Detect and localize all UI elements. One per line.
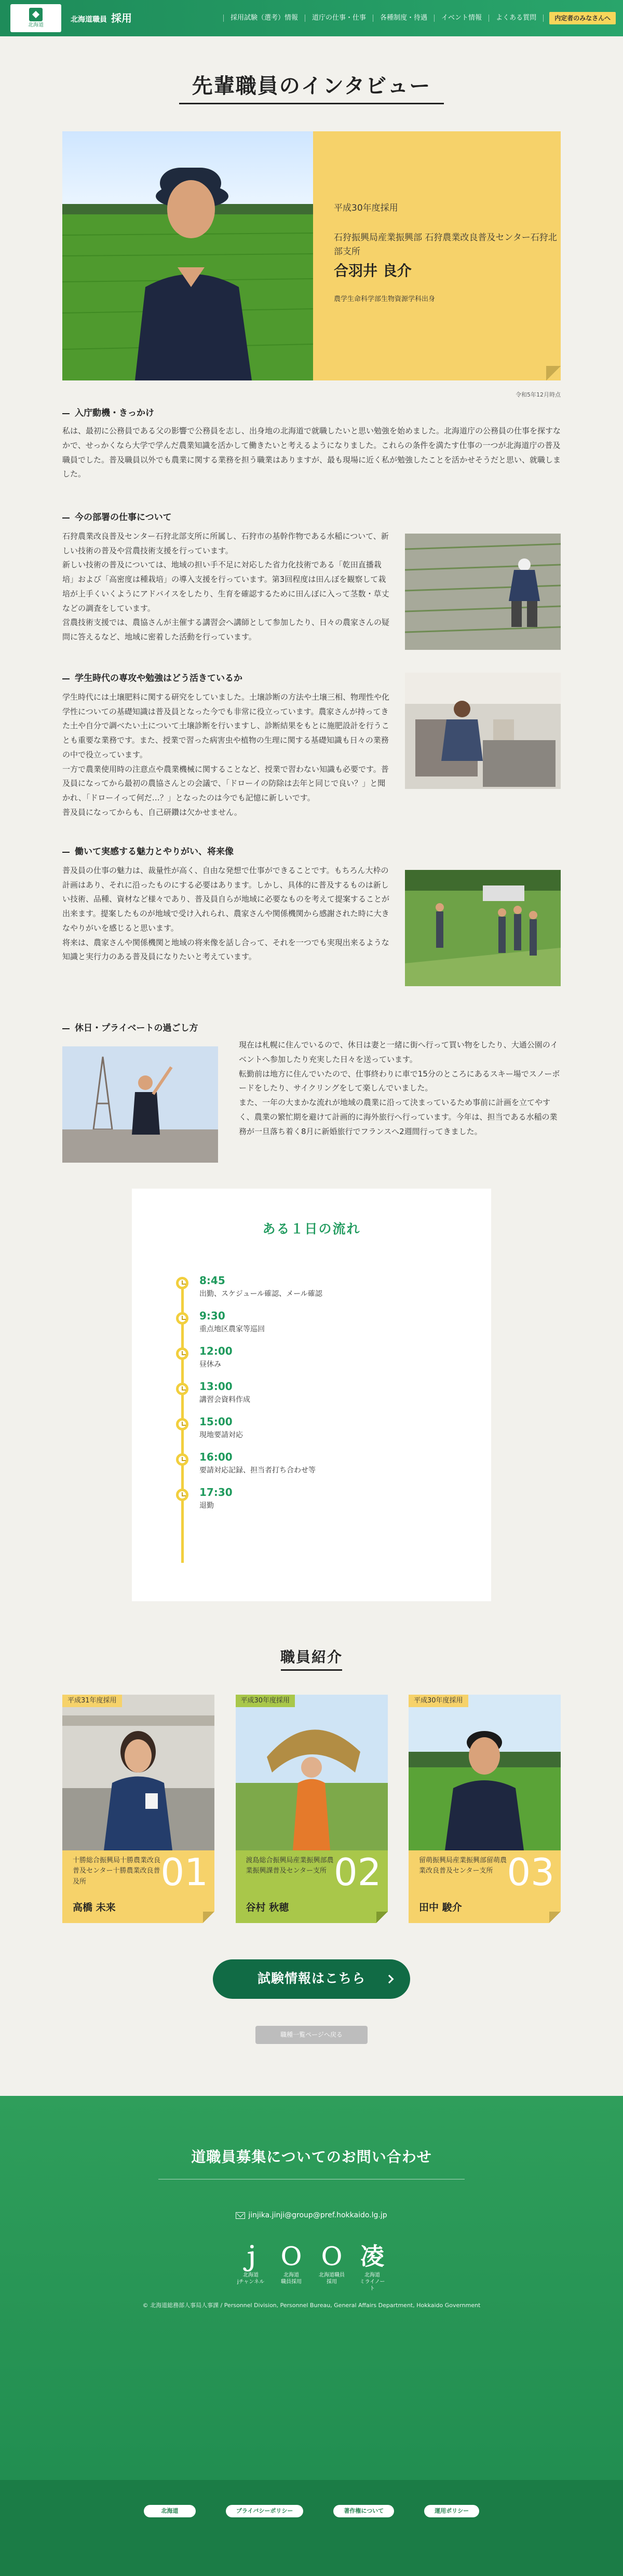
qa-text: 普及員の仕事の魅力は、裁量性が高く、自由な発想で仕事ができることです。もちろん大枠の計画はあり、それに沿ったものにする必要はあります。しかし、具体的に普及するものは新しい技術、品種、資材など様々であり、普及員自らが地域に必要なものを考えて提案することが出来ます。提案したものが地域で受け入れられ、農家さんや関係機関から感謝された時に大きなやりがいを感じると思います。 将来は、農家さんや関係機関と地域の将来像を話し合って、それを一つでも実現出来るような知識と実行力のある普及員になりたいと考えています。 — [62, 865, 390, 962]
site-header — [0, 0, 623, 36]
nav-exam-info[interactable]: 採用試験（選考）情報 — [223, 15, 305, 22]
nav-events[interactable]: イベント情報 — [434, 15, 489, 22]
qa-section-appeal — [62, 846, 561, 1017]
date-note: 令和5年12月時点 — [516, 391, 561, 398]
sns-label: 北海道 職員採用 — [281, 2272, 302, 2285]
timeline-time: 16:00 — [199, 1451, 233, 1464]
footer-link-copyright[interactable]: 著作権について — [333, 2505, 394, 2517]
staff-dept: 留萌振興局産業振興部留萌農業改良普及センター支所 — [419, 1856, 507, 1875]
site-title-small: 北海道職員 — [71, 15, 107, 24]
corner-fold — [203, 1912, 214, 1923]
hero-department: 石狩振興局産業振興部 石狩農業改良普及センター石狩北部支所 — [334, 233, 557, 257]
back-to-list-button[interactable]: 職種一覧ページへ戻る — [255, 2026, 368, 2044]
staff-name: 谷村 秋穂 — [246, 1901, 289, 1913]
title-underline — [179, 103, 444, 104]
footer-bar — [0, 2480, 623, 2576]
field-visit-photo — [405, 870, 561, 986]
corner-fold — [376, 1912, 388, 1923]
qa-heading: 働いて実感する魅力とやりがい、将来像 — [62, 846, 561, 858]
footer-links — [0, 2480, 623, 2517]
copyright: © 北海道総務部人事局人事課 / Personnel Division, Personnel Bureau, General Affairs Department, Hokkaido Government — [142, 2302, 481, 2309]
qa-section-holiday — [62, 1023, 561, 1152]
day-flow-title: ある１日の流れ — [262, 1221, 361, 1237]
staff-underline — [281, 1669, 342, 1671]
page-title: 先輩職員のインタビュー — [192, 74, 431, 98]
sns-x-link[interactable] — [317, 2241, 346, 2292]
hero-name: 合羽井 良介 — [334, 262, 412, 280]
qa-section-motive — [62, 407, 561, 482]
staff-grid — [62, 1695, 561, 1923]
naitei-button[interactable]: 内定者のみなさんへ — [549, 12, 616, 24]
sns-label: 北海道 jチャンネル — [237, 2272, 265, 2285]
qa-heading: 休日・プライベートの過ごし方 — [62, 1023, 561, 1035]
timeline-time: 15:00 — [199, 1415, 233, 1428]
staff-title-wrap — [0, 1648, 623, 1670]
contact-title: 道職員募集についてのお問い合わせ — [191, 2148, 432, 2165]
staff-number: 01 — [160, 1850, 208, 1894]
clock-icon — [176, 1453, 188, 1466]
staff-number: 03 — [507, 1850, 554, 1894]
clock-icon — [176, 1347, 188, 1360]
x-icon: Ｏ — [320, 2242, 344, 2271]
j-channel-icon: ｊ — [239, 2242, 263, 2271]
contact-email-row — [0, 2211, 623, 2220]
exam-info-label: 試験情報はこちら — [257, 1971, 365, 1986]
staff-number: 02 — [333, 1850, 382, 1894]
staff-name: 田中 駿介 — [419, 1901, 462, 1913]
staff-card[interactable] — [409, 1695, 561, 1923]
mirai-note-icon: 凌 — [360, 2242, 384, 2271]
qa-text: 石狩農業改良普及センター石狩北部支所に所属し、石狩市の基幹作物である水稲について、新しい技術の普及や営農技術支援を行っています。 新しい技術の普及については、地域の担い手不足に対応した省力化技術である「乾田直播栽培」および「高密度は種栽培」の導入支援を行っています。第3回程度は田んぼを観察して栽培が上手くいくようにアドバイスをしたり、生育を確認するために田んぼに入って茎数・草丈などの調査をしています。 営農技術支援では、農協さんが主催する講習会へ講師として参加したり、日々の農家さんの疑問に答えるなど、地域に密着した活動を行っています。 — [62, 531, 390, 642]
staff-body — [236, 1850, 388, 1923]
staff-photo — [409, 1695, 561, 1850]
interview-hero — [62, 131, 561, 380]
page-title-wrap — [0, 36, 623, 104]
staff-card[interactable] — [62, 1695, 214, 1923]
clock-icon — [176, 1418, 188, 1430]
footer-link-policy[interactable]: 運用ポリシー — [424, 2505, 479, 2517]
qa-heading: 入庁動機・きっかけ — [62, 407, 561, 420]
site-title[interactable] — [71, 9, 132, 28]
staff-body — [409, 1850, 561, 1923]
staff-title: 職員紹介 — [280, 1648, 343, 1666]
contact-email[interactable]: jinjika.jinji@group@pref.hokkaido.lg.jp — [248, 2211, 387, 2219]
mail-icon — [236, 2212, 245, 2219]
day-flow-card — [132, 1189, 491, 1601]
logo-caption: 北海道 — [28, 22, 44, 28]
staff-photo — [236, 1695, 388, 1850]
staff-body — [62, 1850, 214, 1923]
corner-fold — [549, 1912, 561, 1923]
footer-link-hokkaido[interactable]: 北海道 — [144, 2505, 196, 2517]
staff-year-tag: 平成31年度採用 — [62, 1695, 122, 1707]
qa-section-current-work — [62, 512, 561, 647]
timeline-desc: 出勤、スケジュール確認、メール確認 — [199, 1290, 322, 1299]
hero-school: 農学生命科学部生物資源学科出身 — [334, 295, 436, 304]
clock-icon — [176, 1312, 188, 1325]
hero-info — [313, 131, 561, 380]
sns-mirai-note-link[interactable] — [358, 2241, 387, 2292]
timeline-time: 12:00 — [199, 1345, 233, 1358]
qa-section-studies — [62, 673, 561, 844]
exam-info-button[interactable] — [213, 1959, 410, 1999]
clock-icon — [176, 1277, 188, 1289]
sns-label: 北海道職員 採用 — [319, 2272, 345, 2285]
staff-dept: 渡島総合振興局産業振興部農業振興課普及センター支所 — [246, 1856, 334, 1875]
timeline-desc: 退勤 — [199, 1502, 214, 1510]
site-footer — [0, 2096, 623, 2576]
staff-dept: 十勝総合振興局十勝農業改良普及センター十勝農業改良普及所 — [73, 1856, 161, 1886]
qa-text: 現在は札幌に住んでいるので、休日は妻と一緒に街へ行って買い物をしたり、大通公園のイベントへ参加したり充実した日々を送っています。 転勤前は地方に住んでいたので、仕事終わりに車で15分のところにあるスキー場でスノーボードをしたり、サイクリングをして楽しんでいました。 また、一年の大まかな流れが地域の農業に沿って決まっているため事前に計画を立てやすく、農業の繁忙期を避けて計画的に海外旅行へ行っています。今年は、担当である水稲の業務が一旦落ち着く8月に新婚旅行でフランスへ2週間行ってきました。 — [239, 1040, 560, 1136]
timeline-desc: 重点地区農家等巡回 — [199, 1325, 265, 1334]
staff-year-tag: 平成30年度採用 — [409, 1695, 468, 1707]
clock-icon — [176, 1489, 188, 1501]
staff-photo — [62, 1695, 214, 1850]
qa-heading: 今の部署の仕事について — [62, 512, 561, 524]
nav-work[interactable]: 道庁の仕事・仕事 — [305, 15, 373, 22]
nav-faq[interactable]: よくある質問 — [489, 15, 544, 22]
hokkaido-logo[interactable] — [10, 4, 61, 32]
global-nav — [223, 0, 544, 36]
timeline-time: 8:45 — [199, 1274, 225, 1287]
footer-link-privacy[interactable]: プライバシーポリシー — [226, 2505, 303, 2517]
field-survey-photo — [405, 534, 561, 650]
sns-youtube-link[interactable] — [236, 2241, 265, 2292]
staff-card[interactable] — [236, 1695, 388, 1923]
clock-icon — [176, 1383, 188, 1395]
qa-heading: 学生時代の専攻や勉強はどう活きているか — [62, 673, 561, 685]
nav-systems[interactable]: 各種制度・待遇 — [373, 15, 434, 22]
timeline-desc: 講習会資料作成 — [199, 1396, 250, 1405]
staff-name: 高橋 未来 — [73, 1901, 116, 1913]
timeline-desc: 現地要請対応 — [199, 1431, 243, 1440]
site-title-big: 採用 — [111, 11, 132, 24]
timeline-time: 13:00 — [199, 1380, 233, 1393]
hero-photo — [62, 131, 313, 380]
sns-links — [0, 2241, 623, 2292]
timeline-time: 17:30 — [199, 1486, 233, 1499]
timeline-desc: 昼休み — [199, 1360, 221, 1369]
soil-lab-photo — [405, 673, 561, 789]
timeline-desc: 要請対応記録、担当者打ち合わせ等 — [199, 1466, 316, 1475]
hero-fiscal-year: 平成30年度採用 — [334, 203, 398, 213]
paris-trip-photo — [62, 1046, 218, 1163]
chevron-right-icon — [385, 1974, 394, 1983]
instagram-icon: Ｏ — [279, 2242, 303, 2271]
corner-fold — [546, 366, 561, 380]
sns-label: 北海道 ミライノート — [359, 2272, 385, 2292]
timeline-time: 9:30 — [199, 1310, 225, 1323]
qa-text: 学生時代には土壌肥料に関する研究をしていました。土壌診断の方法や土壌三相、物理性や化学性についての基礎知識は普及員となった今でも非常に役立っています。農家さんが持ってきた土や自分で調べたい土について土壌診断を行いますし、診断結果をもとに施肥設計を行うことも重要な業務です。また、授業で習った病害虫や植物の生理に関する基礎知識も日々の業務の中で役立っています。 一方で農業使用時の注意点や農業機械に関することなど、授業で習わない知識も必要です。普及員になってから最初の農協さんとの会議で、「ドローイの防除は去年と同じで良い？」と聞かれ、「ドローイって何だ…？」となったのは今でも記憶に新しいです。 普及員になってからも、自己研鑽は欠かせません。 — [62, 692, 390, 817]
qa-text: 私は、最初に公務員である父の影響で公務員を志し、出身地の北海道で就職したいと思い勉強を始めました。北海道庁の公務員の仕事を探すなかで、せっかくなら大学で学んだ農業知識を活かして働きたいと考えるようになりました。これらの条件を満たす仕事の一つが北海道庁の普及職員でした。普及職員以外でも農業に関する業務を担う職業はありますが、最も現場に近く私が勉強したことを活かせそうだと思い、就職しました。 — [62, 426, 561, 479]
sns-instagram-link[interactable] — [277, 2241, 306, 2292]
hokkaido-emblem-icon — [29, 8, 43, 21]
staff-year-tag: 平成30年度採用 — [236, 1695, 295, 1707]
